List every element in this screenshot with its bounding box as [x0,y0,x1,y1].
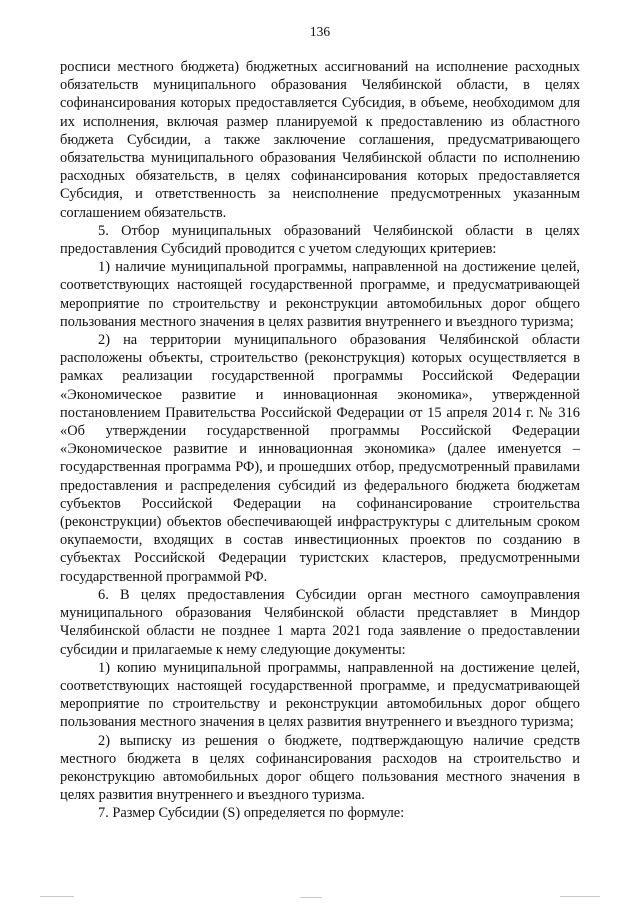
paragraph-application: 6. В целях предоставления Субсидии орган местного самоуправления муниципального образования Челябинской области представляет в Миндор Челябинской области не позднее 1 марта 2021 года заявление о предоставлении субсидии и прилагаемые к нему следующие документы: [60,586,580,658]
paragraph-criterion-2: 2) на территории муниципального образования Челябинской области расположены объекты, строительство (реконструкция) которых осуществляется в рамках реализации государственной программы Российской Федерации «Экономическое развитие и инновационная экономика», утвержденной постановлением Правительства Российской Федерации от 15 апреля 2014 г. № 316 «Об утверждении государственной программы Российской Федерации «Экономическое развитие и инновационная экономика» (далее именуется – государственная программа РФ), и прошедших отбор, предусмотренный правилами предоставления и распределения субсидий из федерального бюджета бюджетам субъектов Российской Федерации на софинансирование строительства (реконструкции) объектов обеспечивающей инфраструктуры с длительным сроком окупаемости, входящих в состав инвестиционных проектов по созданию в субъектах Российской Федерации туристских кластеров, предусмотренными государственной программой РФ. [60,332,580,585]
page-number: 136 [309,24,331,39]
paragraph-document-1: 1) копию муниципальной программы, направленной на достижение целей, соответствующих настоящей государственной программе, и предусматривающей мероприятие по строительству и реконструкции автомобильных дорог общего пользования местного значения в целях развития внутреннего и въездного туризма; [60,659,580,731]
paragraph-budget-obligations: росписи местного бюджета) бюджетных ассигнований на исполнение расходных обязательств муниципального образования Челябинской области, в целях софинансирования которых предоставляется Субсидия, в объеме, необходимом для их исполнения, включая размер планируемой к предоставлению из областного бюджета Субсидии, а также заключение соглашения, предусматривающего обязательства муниципального образования Челябинской области по исполнению расходных обязательств, в целях софинансирования которых предоставляется Субсидия, и ответственность за неисполнение предусмотренных указанным соглашением обязательств. [60,59,580,221]
scan-artifact [40,896,74,897]
scan-artifact [300,897,322,898]
paragraph-subsidy-formula: 7. Размер Субсидии (S) определяется по формуле: [98,805,405,822]
scan-artifact [560,896,600,897]
document-body [60,58,580,823]
paragraph-selection-criteria: 5. Отбор муниципальных образований Челябинской области в целях предоставления Субсидий проводится с учетом следующих критериев: [60,222,580,258]
paragraph-criterion-1: 1) наличие муниципальной программы, направленной на достижение целей, соответствующих настоящей государственной программе, и предусматривающей мероприятие по строительству и реконструкции автомобильных дорог общего пользования местного значения в целях развития внутреннего и въездного туризма; [60,259,580,330]
paragraph-document-2: 2) выписку из решения о бюджете, подтверждающую наличие средств местного бюджета в целях софинансирования расходов на строительство и реконструкцию автомобильных дорог общего пользования местного значения в целях развития внутреннего и въездного туризма. [60,732,580,804]
